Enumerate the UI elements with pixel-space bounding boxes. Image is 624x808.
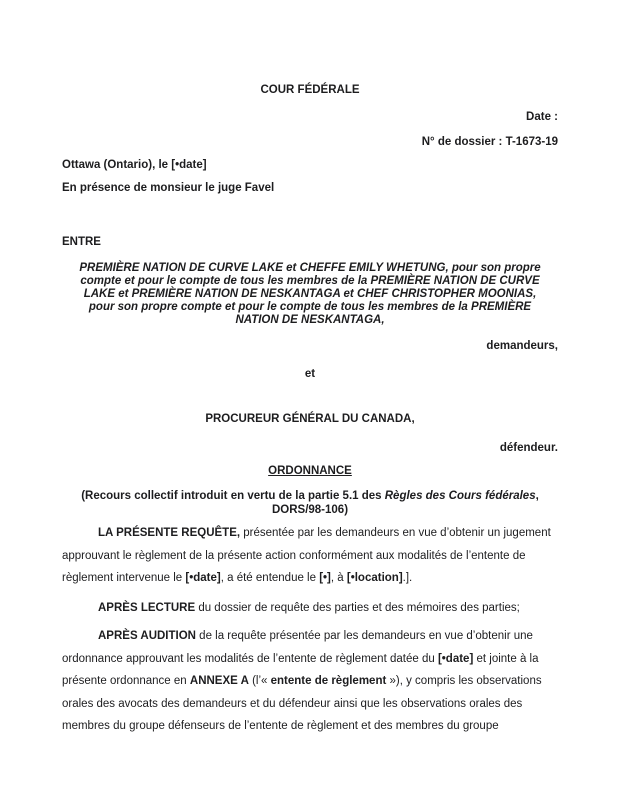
date-line: Date : <box>526 111 558 123</box>
plaintiffs-role: demandeurs, <box>486 340 558 352</box>
defendant-role: défendeur. <box>499 442 558 454</box>
order-heading <box>62 465 558 478</box>
place-date-line: Ottawa (Ontario), le [•date] <box>62 159 207 171</box>
between-label: ENTRE <box>62 236 101 248</box>
docket-number: N° de dossier : T-1673-19 <box>421 136 558 148</box>
court-title: COUR FÉDÉRALE <box>260 84 360 96</box>
order-heading-text: ORDONNANCE <box>268 465 352 477</box>
body-paragraph-apres-lecture: APRÈS LECTURE du dossier de requête des parties et des mémoires des parties; <box>98 601 520 614</box>
defendant-name: PROCUREUR GÉNÉRAL DU CANADA, <box>205 413 415 425</box>
body-paragraph-requete: LA PRÉSENTE REQUÊTE, présentée par les demandeurs en vue d’obtenir un jugement approuvant le règlement de la présente action conformément aux modalités de l’entente de règlement intervenue le [•date], a été entendue le [•], à [•location].]. <box>62 527 551 584</box>
plaintiffs-block: PREMIÈRE NATION DE CURVE LAKE et CHEFFE EMILY WHETUNG, pour son propre compte et pour le compte de tous les membres de la PREMIÈRE NATION DE CURVE LAKE et PREMIÈRE NATION DE NESKANTAGA et CHEF CHRISTOPHER MOONIAS, pour son propre compte et pour le compte de tous les membres de la PREMIÈRE NATION DE NESKANTAGA, <box>79 262 541 326</box>
presiding-judge-line: En présence de monsieur le juge Favel <box>62 182 275 194</box>
conjunction-et: et <box>304 368 316 380</box>
order-subtitle: (Recours collectif introduit en vertu de la partie 5.1 des Règles des Cours fédérales, DORS/98-106) <box>81 490 539 516</box>
body-paragraph-apres-audition: APRÈS AUDITION de la requête présentée par les demandeurs en vue d’obtenir une ordonnance approuvant les modalités de l’entente de règlement datée du [•date] et jointe à la présente ordonnance en ANNEXE A (l’« entente de règlement »), y compris les observations orales des avocats des demandeurs et du défendeur ainsi que les observations orales des membres du groupe défenseurs de l’entente de règlement et des membres du groupe <box>62 630 542 732</box>
